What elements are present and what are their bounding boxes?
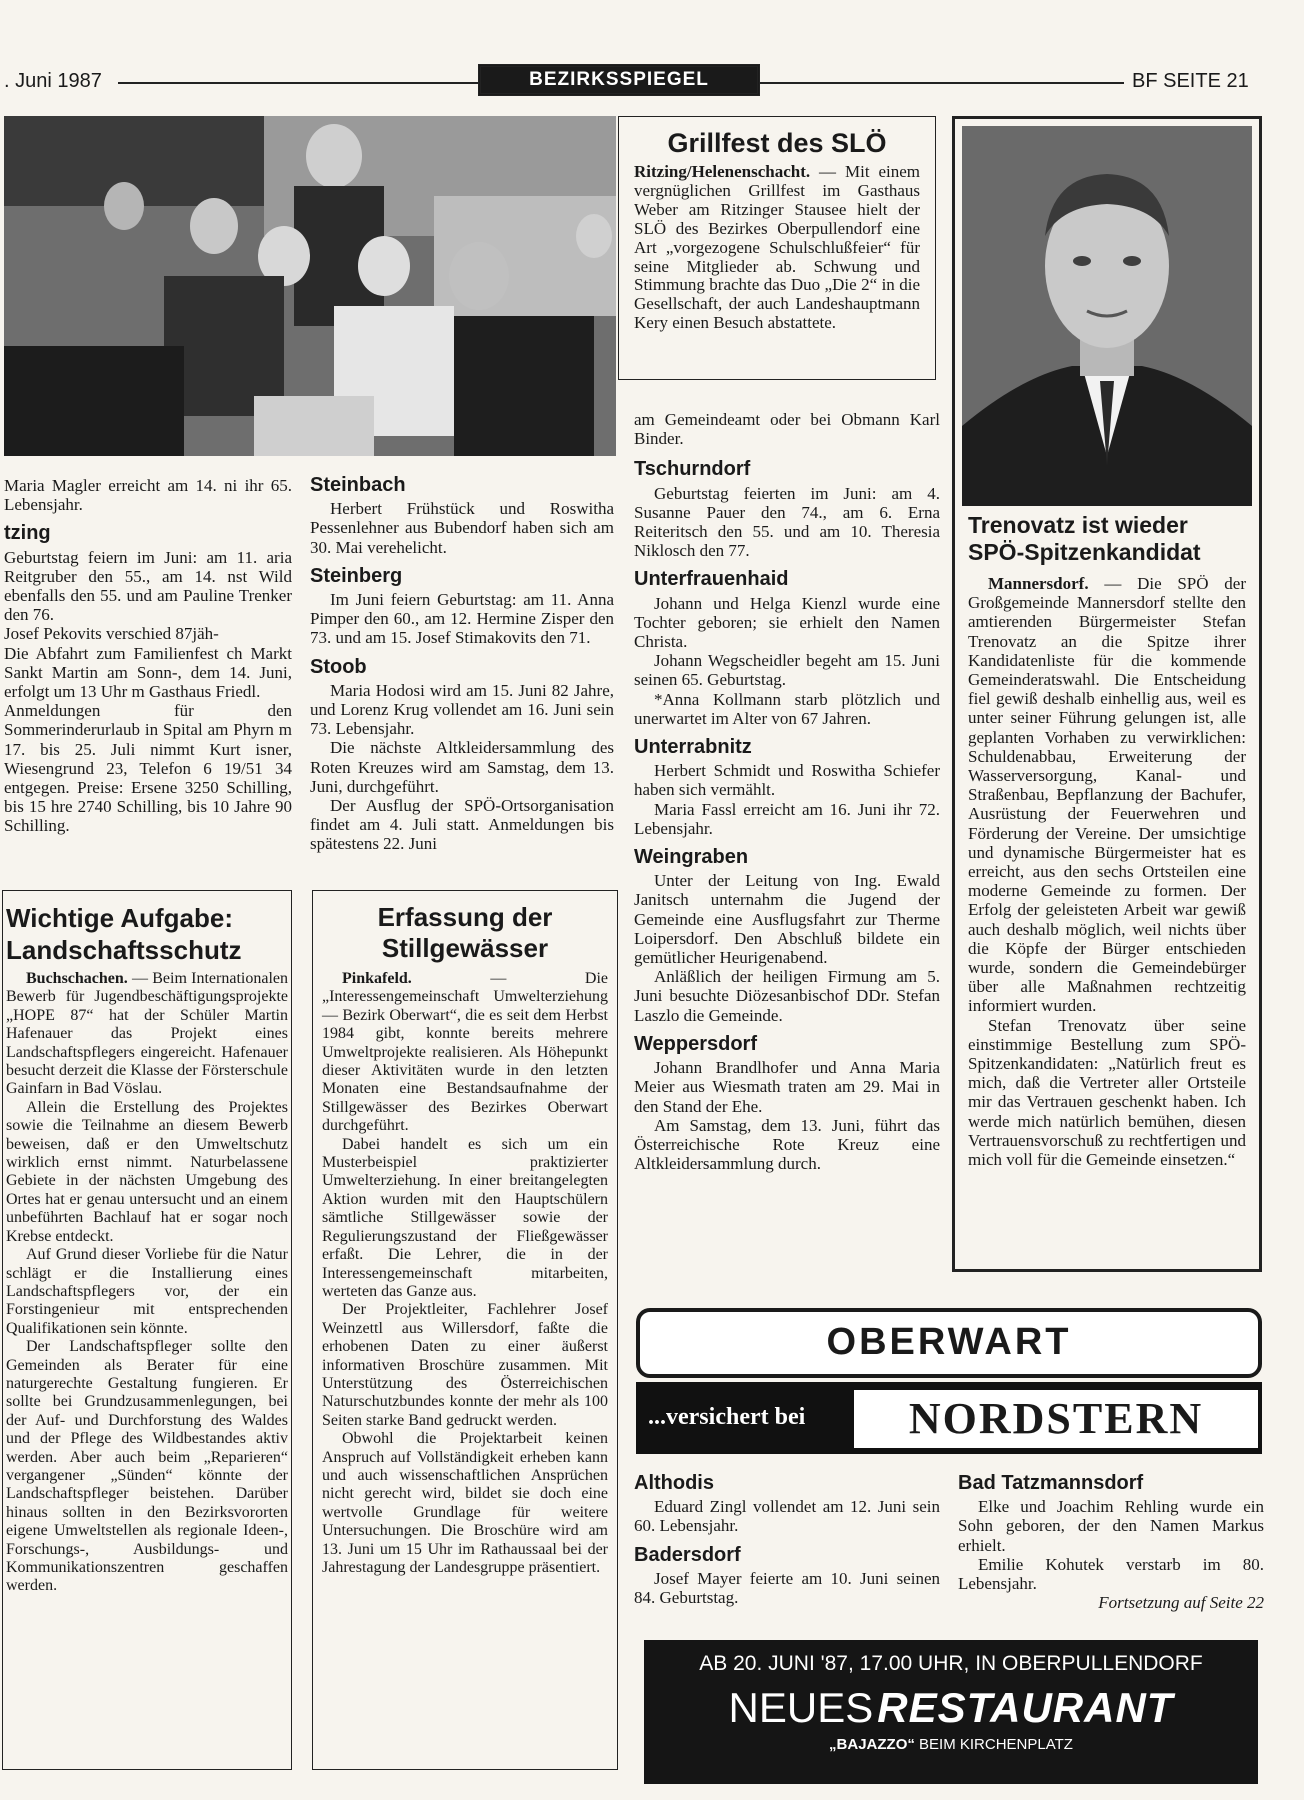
- restaurant-headline: [644, 1684, 1258, 1732]
- nordstern-city: OBERWART: [826, 1321, 1072, 1363]
- section-banner: [478, 64, 760, 96]
- restaurant-location: [644, 1736, 1258, 1753]
- mid-p1: Herbert Frühstück und Roswitha Pessenlehner aus Bubendorf haben sich am 30. Mai verehelicht.: [310, 499, 614, 557]
- grillfest-photo-image: [4, 116, 616, 456]
- nordstern-brand: NORDSTERN: [908, 1394, 1204, 1443]
- right-h2: Unterfrauenhaid: [634, 568, 789, 591]
- stillgewaesser-dateline: Pinkafeld.: [342, 970, 412, 987]
- restaurant-place: BEIM KIRCHENPLATZ: [919, 1736, 1073, 1753]
- landschaft-article: [6, 902, 288, 1596]
- right-h5: Weppersdorf: [634, 1032, 757, 1055]
- trenovatz-body: [962, 566, 1252, 1169]
- right-h3: Unterrabnitz: [634, 736, 752, 759]
- mid-h2: Steinberg: [310, 564, 403, 587]
- mid-h1: Steinbach: [310, 474, 406, 496]
- restaurant-ad: [644, 1640, 1258, 1784]
- mid-p5: Der Ausflug der SPÖ-Ortsorganisation findet am 4. Juli statt. Anmeldungen bis spätestens 22. Juni: [310, 796, 614, 854]
- left-p3: Josef Pekovits verschied 87jäh-: [4, 624, 219, 644]
- bottom-p2: Josef Mayer feierte am 10. Juni seinen 84. Geburtstag.: [634, 1568, 940, 1608]
- mid-p3: Maria Hodosi wird am 15. Juni 82 Jahre, und Lorenz Krug vollendet am 16. Juni sein 73. Lebensjahr.: [310, 680, 614, 739]
- header-rule-left: [118, 82, 478, 84]
- grillfest-article: [620, 128, 934, 333]
- landschaft-p1: — Beim Internationalen Bewerb für Jugendbeschäftigungsprojekte „HOPE 87“ hat der Schüler Martin Hafenauer das Projekt eines Landschaftspflegers eingereicht. Hafenauer besucht derzeit die Klasse der Försterschule Gainfarn in Bad Vöslau.: [6, 970, 288, 1098]
- grillfest-dateline: Ritzing/Helenenschacht.: [634, 162, 811, 181]
- nordstern-ad: [634, 1308, 1264, 1456]
- landschaft-dateline: Buchschachen.: [26, 970, 128, 987]
- bottom-p1: Eduard Zingl vollendet am 12. Juni sein 60. Lebensjahr.: [634, 1497, 940, 1536]
- trenovatz-dateline: Mannersdorf.: [988, 574, 1089, 593]
- right-p8: Anläßlich der heiligen Firmung am 5. Juni besuchte Diözesanbischof DDr. Stefan Laszlo die Gemeinde.: [634, 967, 940, 1025]
- trenovatz-portrait-image: [962, 126, 1252, 506]
- left-h1: tzing: [4, 522, 51, 545]
- bottom-left-column: [634, 1474, 940, 1607]
- bottom-h1: Althodis: [634, 1472, 714, 1494]
- bottom-right-column: [958, 1474, 1264, 1612]
- nordstern-city-frame: [636, 1308, 1262, 1378]
- landschaft-p2: Allein die Erstellung des Projektes sowie die Teilnahme an diesem Bewerb beweisen, daß er den Umweltschutz wirklich ernst nimmt. Naturbelassene Gebiete in der nächsten Umgebung des Ortes hat er genau untersucht und an einem unbeführten Bachlauf hat er sogar noch Krebse entdeckt.: [6, 1098, 288, 1245]
- right-p10: Am Samstag, dem 13. Juni, führt das Österreichische Rote Kreuz eine Altkleidersammlung durch.: [634, 1115, 940, 1174]
- trenovatz-article: [962, 512, 1252, 1169]
- trenovatz-title: Trenovatz ist wieder SPÖ-Spitzenkandidat: [968, 512, 1201, 565]
- right-p5: Herbert Schmidt und Roswitha Schiefer haben sich vermählt.: [634, 761, 940, 800]
- right-p9: Johann Brandlhofer und Anna Maria Meier aus Wiesmath traten am 29. Mai in den Stand der Ehe.: [634, 1058, 940, 1116]
- stillgewaesser-p1: — Die „Interessengemeinschaft Umwelterziehung — Bezirk Oberwart“, die es seit dem Herbst 1984 gibt, konnte bereits mehrere Umweltprojekte realisieren. Als Höhepunkt dieser Aktivitäten wurde in den letzten Monaten eine Bestandsaufnahme der Stillgewässer des Bezirkes Oberwart durchgeführt.: [322, 970, 608, 1135]
- trenovatz-p1: — Die SPÖ der Großgemeinde Mannersdorf stellte den amtierenden Bürgermeister Stefan Trenovatz an die Spitze ihrer Kandidatenliste für die kommende Gemeinderatswahl. Die Entscheidung fiel gewiß deshalb einhellig aus, weil es unter seiner Führung gelungen ist, alle geplanten Vorhaben zu verwirklichen: Schuldenabbau, Erweiterung der Wasserversorgung, Kanal- und Straßenbau, Bepflanzung der Bachufer, Ausrüstung der Feuerwehren und Förderung der Vereine. Der umsichtige und dynamische Bürgermeister hat es erreicht, aus den sechs Ortsteilen eine moderne Gemeinde zu formen. Der Erfolg der geleisteten Arbeit war gewiß auch deshalb möglich, weil nichts über die Köpfe der Bürger entschieden wurde, sondern die Gemeindebürger über alle Maßnahmen rechtzeitig informiert wurden.: [968, 574, 1246, 1016]
- stillgewaesser-body: [318, 964, 612, 1577]
- right-h1: Tschurndorf: [634, 458, 751, 481]
- right-p7: Unter der Leitung von Ing. Ewald Janitsch unternahm die Jugend der Gemeinde eine Ausflugsfahrt zur Therme Loipersdorf. Den Abschluß bildete ein gemütlicher Heurigenabend.: [634, 871, 940, 968]
- left-column: [4, 476, 292, 836]
- right-p4: *Anna Kollmann starb plötzlich und unerwartet im Alter von 67 Jahren.: [634, 689, 940, 728]
- nordstern-tagline: ...versichert bei: [648, 1404, 806, 1430]
- nordstern-banner: [636, 1382, 1262, 1454]
- landschaft-p4: Der Landschaftspfleger sollte den Gemeinden als Berater für eine naturgerechte Gestaltung fungieren. Er sollte bei Grundzusammenlegungen, bei der Auf- und Durchforstung des Waldes und der Pflege des Wildbestandes aktiv werden. Aber auch beim „Reparieren“ vergangener „Sünden“ könnte der Landschaftspfleger beistehen. Darüber hinaus sollten in den Bezirksvororten eigene Umweltstellen als regionale Ideen-, Forschungs-, Ausbildungs- und Kommunikationszentren geschaffen werden.: [6, 1338, 288, 1595]
- left-p5: Anmeldungen für den Sommerinderurlaub in Spital am Phyrn m 17. bis 25. Juli nimmt Kurt isner, Wiesengrund 23, Telefon 6 19/51 34 entgegen. Preise: Ersene 3250 Schilling, bis 15 hre 2740 Schilling, bis 10 Jahre 90 Schilling.: [4, 701, 292, 836]
- restaurant-word: RESTAURANT: [877, 1684, 1174, 1731]
- right-p3: Johann Wegscheidler begeht am 15. Juni seinen 65. Geburtstag.: [634, 651, 940, 690]
- left-p2: Geburtstag feiern im Juni: am 11. aria Reitgruber den 55., am 14. nst Wild ebenfalls den 55. und am Pauline Trenker den 76.: [4, 547, 292, 625]
- bottom-p3: Elke und Joachim Rehling wurde ein Sohn geboren, der den Namen Markus erhielt.: [958, 1497, 1264, 1555]
- nordstern-brand-frame: [854, 1390, 1258, 1448]
- grillfest-body: [620, 159, 934, 333]
- stillgewaesser-title: Erfassung der Stillgewässer: [377, 902, 553, 963]
- header-rule-right: [760, 82, 1124, 84]
- mid-p2: Im Juni feiern Geburtstag: am 11. Anna Pimper den 60., am 12. Hermine Zisper den 73. und am 15. Josef Stimakovits den 71.: [310, 590, 614, 648]
- restaurant-name: „BAJAZZO“: [829, 1736, 915, 1753]
- stillgewaesser-p2: Dabei handelt es sich um ein Musterbeispiel praktizierter Umwelterziehung. In einer breitangelegten Aktion wurden mit den Hauptschülern sämtliche Stillgewässer sowie der Regulierungszustand der Fließgewässer erfaßt. Die Lehrer, die in der Interessengemeinschaft mitarbeiten, werteten das Ganze aus.: [322, 1135, 608, 1300]
- stillgewaesser-article: [318, 902, 612, 1577]
- right-p0: am Gemeindeamt oder bei Obmann Karl Binder.: [634, 410, 940, 449]
- bottom-p4: Emilie Kohutek verstarb im 80. Lebensjahr.: [958, 1554, 1264, 1594]
- issue-date: . Juni 1987: [4, 70, 102, 92]
- left-p1: Maria Magler erreicht am 14. ni ihr 65. Lebensjahr.: [4, 476, 292, 515]
- right-column: [634, 410, 940, 1173]
- right-p6: Maria Fassl erreicht am 16. Juni ihr 72. Lebensjahr.: [634, 799, 940, 838]
- restaurant-date-line: AB 20. JUNI '87, 17.00 UHR, IN OBERPULLENDORF: [699, 1652, 1203, 1675]
- landschaft-title: Wichtige Aufgabe: Landschaftsschutz: [6, 903, 242, 965]
- page-number: BF SEITE 21: [1132, 70, 1249, 92]
- bottom-h3: Bad Tatzmannsdorf: [958, 1472, 1144, 1494]
- grillfest-title: Grillfest des SLÖ: [667, 128, 887, 158]
- left-p4: Die Abfahrt zum Familienfest ch Markt Sankt Martin am Sonn-, dem 14. Juni, erfolgt um 13 Uhr m Gasthaus Friedl.: [4, 643, 292, 702]
- bottom-h2: Badersdorf: [634, 1543, 741, 1566]
- right-p2: Johann und Helga Kienzl wurde eine Tochter geboren; sie erhielt den Namen Christa.: [634, 593, 940, 652]
- mid-p4: Die nächste Altkleidersammlung des Roten Kreuzes wird am Samstag, dem 13. Juni, durchgeführt.: [310, 738, 614, 796]
- stillgewaesser-p3: Der Projektleiter, Fachlehrer Josef Weinzettl aus Willersdorf, faßte die erhobenen Daten zu einer äußerst informativen Broschüre zusammen. Mit Unterstützung des Österreichischen Naturschutzbundes konnte der mehr als 100 Seiten starke Band gedruckt werden.: [322, 1301, 608, 1429]
- trenovatz-p2: Stefan Trenovatz über seine einstimmige Bestellung zum SPÖ-Spitzenkandidaten: „Natürlich freut es mich, daß die Vertreter aller Ortsteile mir das Vertrauen geschenkt haben. Ich werde mich natürlich bemühen, diesen Vertrauensvorschuß zu rechtfertigen und mich voll für die Gemeinde einsetzen.“: [968, 1015, 1246, 1170]
- right-p1: Geburtstag feierten im Juni: am 4. Susanne Pauer den 74., am 6. Erna Reiteritsch den 55. und am 10. Theresia Niklosch den 77.: [634, 483, 940, 561]
- stillgewaesser-p4: Obwohl die Projektarbeit keinen Anspruch auf Vollständigkeit erheben kann und auch wissenschaftlichen Ansprüchen nicht gerecht wird, bildet sie doch eine wertvolle Grundlage für weitere Untersuchungen. Die Broschüre wird am 13. Juni um 15 Uhr im Rathaussaal bei der Jahrestagung der Landesgruppe präsentiert.: [322, 1430, 608, 1576]
- mid-h3: Stoob: [310, 655, 367, 678]
- grillfest-photo: [4, 116, 616, 456]
- right-h4: Weingraben: [634, 846, 749, 869]
- trenovatz-portrait: [962, 126, 1252, 506]
- middle-column: [310, 476, 614, 854]
- section-title: BEZIRKSSPIEGEL: [529, 69, 709, 90]
- continued-note: Fortsetzung auf Seite 22: [1098, 1593, 1264, 1613]
- restaurant-neues: NEUES: [728, 1684, 874, 1731]
- landschaft-p3: Auf Grund dieser Vorliebe für die Natur schlägt er die Installierung eines Landschaftspflegers vor, der ein Forstingenieur mit entsprechenden Qualifikationen sein könnte.: [6, 1246, 288, 1337]
- landschaft-body: [6, 966, 288, 1596]
- grillfest-text: — Mit einem vergnüglichen Grillfest im Gasthaus Weber am Ritzinger Stausee hielt der SLÖ des Bezirkes Oberpullendorf eine Art „vorgezogene Schulschlußfeier“ für seine Mitglieder ab. Schwung und Stimmung brachte das Duo „Die 2“ in die Gesellschaft, der auch Landeshauptmann Kery einen Besuch abstattete.: [634, 162, 920, 333]
